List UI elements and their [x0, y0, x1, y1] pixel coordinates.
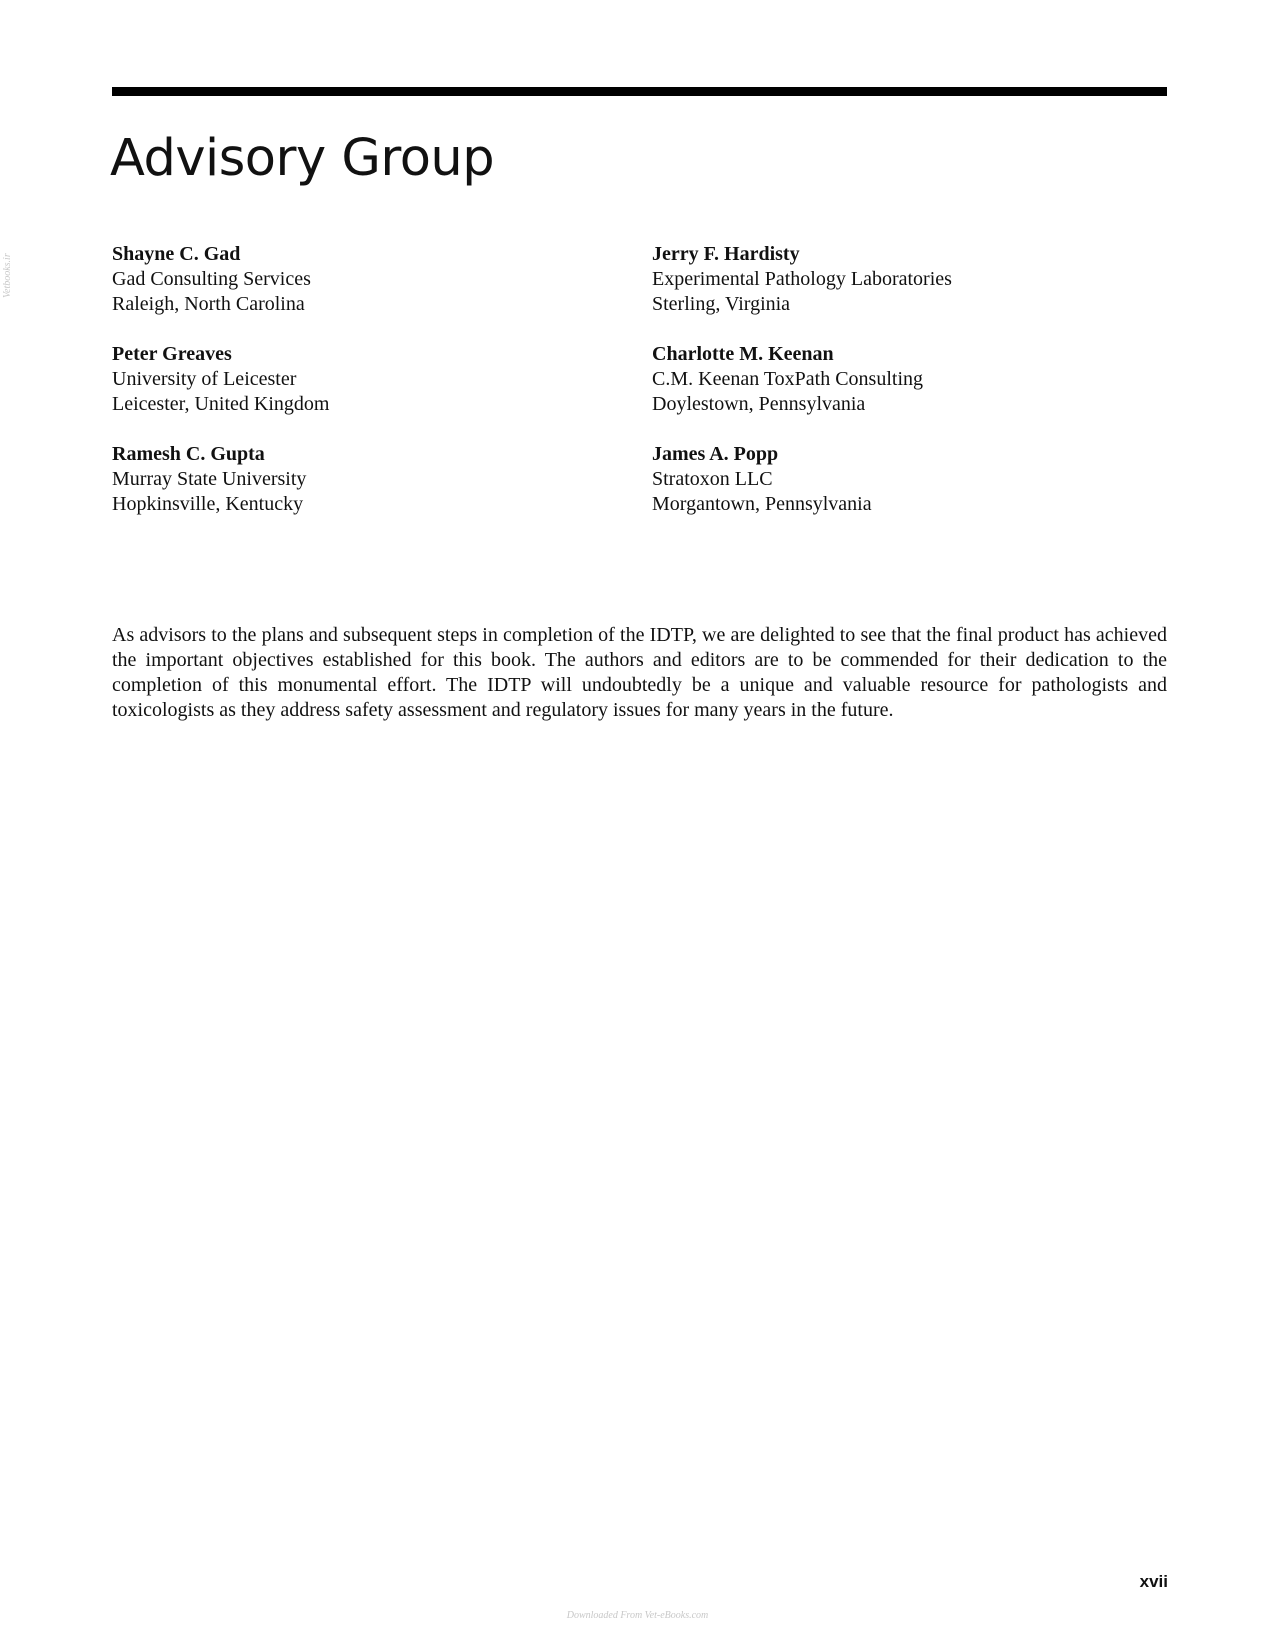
- member-location: Sterling, Virginia: [652, 293, 791, 315]
- side-watermark: [0, 228, 14, 298]
- member-location: Raleigh, North Carolina: [112, 293, 305, 315]
- member-affiliation: University of Leicester: [112, 368, 297, 390]
- member-location: Leicester, United Kingdom: [112, 393, 330, 415]
- member-affiliation: Gad Consulting Services: [112, 268, 311, 290]
- member-name: Peter Greaves: [112, 343, 232, 365]
- member-name: Jerry F. Hardisty: [652, 243, 800, 265]
- advisory-members-list: [112, 242, 1172, 517]
- member-affiliation: C.M. Keenan ToxPath Consulting: [652, 368, 924, 390]
- member-name: Shayne C. Gad: [112, 243, 241, 265]
- footer-watermark: Downloaded From Vet-eBooks.com: [566, 1610, 709, 1621]
- top-rule: [112, 87, 1167, 96]
- member-location: Hopkinsville, Kentucky: [112, 493, 304, 515]
- member-entry: [112, 442, 652, 517]
- page-title: Advisory Group: [110, 129, 495, 188]
- member-affiliation: Murray State University: [112, 468, 307, 490]
- member-name: James A. Popp: [652, 443, 779, 465]
- member-entry: [112, 342, 652, 417]
- member-location: Doylestown, Pennsylvania: [652, 393, 866, 415]
- member-affiliation: Stratoxon LLC: [652, 468, 773, 490]
- page-number: xvii: [1139, 1572, 1168, 1591]
- member-entry: [652, 442, 1172, 517]
- side-watermark-text: Vetbooks.ir: [2, 253, 13, 298]
- member-location: Morgantown, Pennsylvania: [652, 493, 872, 515]
- member-entry: [652, 242, 1172, 317]
- advisory-statement: As advisors to the plans and subsequent steps in completion of the IDTP, we are delighted to see that the final product has achieved the important objectives established for this book. The authors and editors are to be commended for their dedication to the completion of this monumental effort. The IDTP will undoubtedly be a unique and valuable resource for pathologists and toxicologists as they address safety assessment and regulatory issues for many years in the future.: [112, 624, 1167, 721]
- member-affiliation: Experimental Pathology Laboratories: [652, 268, 952, 290]
- member-entry: [112, 242, 652, 317]
- member-entry: [652, 342, 1172, 417]
- member-name: Charlotte M. Keenan: [652, 343, 834, 365]
- member-name: Ramesh C. Gupta: [112, 443, 265, 465]
